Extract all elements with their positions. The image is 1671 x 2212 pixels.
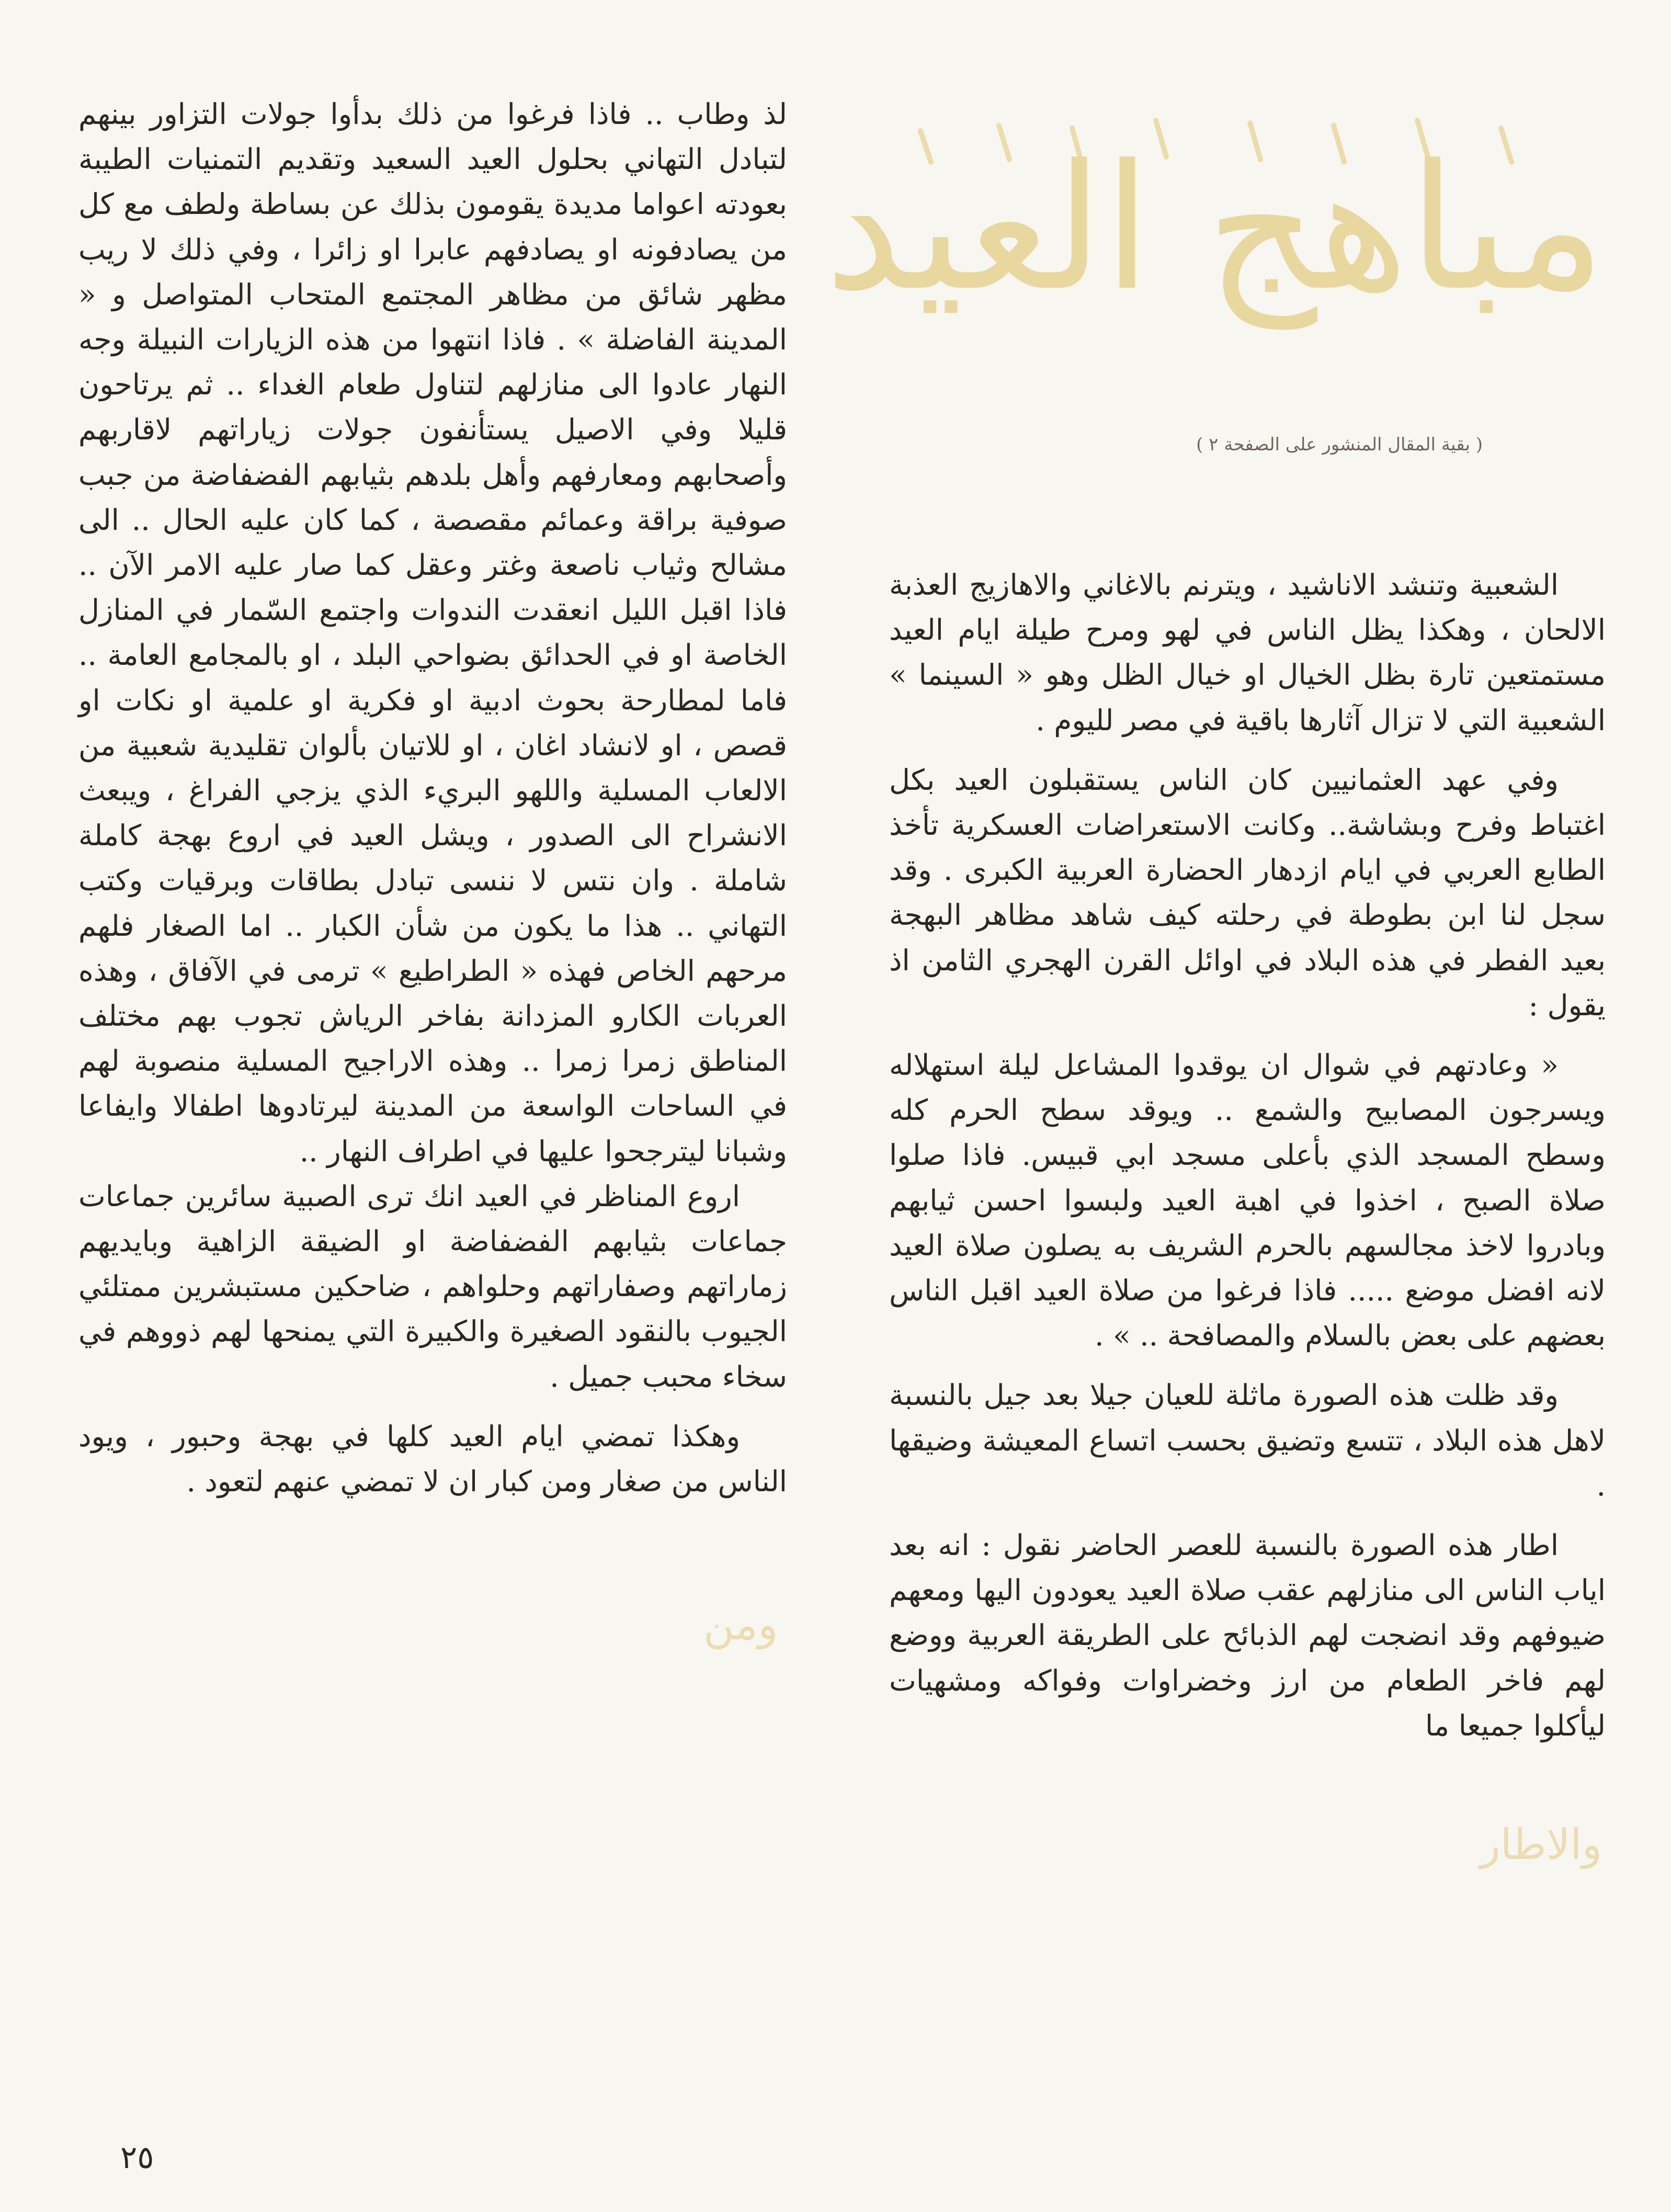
paragraph: وقد ظلت هذه الصورة ماثلة للعيان جيلا بعد جيل بالنسبة لاهل هذه البلاد ، تتسع وتضيق بحسب اتساع المعيشة وضيقها . xyxy=(889,1378,1606,1502)
title-text: مباهج العيد xyxy=(824,128,1606,328)
right-column xyxy=(889,562,1606,1748)
paragraph: وهكذا تمضي ايام العيد كلها في بهجة وحبور ، ويود الناس من صغار ومن كبار ان لا تمضي عنهم لتعود . xyxy=(78,1419,787,1499)
paragraph: الشعبية وتنشد الاناشيد ، ويترنم بالاغاني والاهازيج العذبة الالحان ، وهكذا يظل الناس في لهو ومرح طيلة ايام العيد مستمتعين تارة بظل الخيال او خيال الظل وهو « السينما » الشعبية التي لا تزال آثارها باقية في مصر لليوم . xyxy=(889,568,1606,737)
article-title xyxy=(824,99,1616,392)
section-ornament-icon: ومن xyxy=(703,1601,778,1649)
quote-paragraph: « وعادتهم في شوال ان يوقدوا المشاعل ليلة استهلاله ويسرجون المصابيح والشمع .. ويوقد سطح الحرم كله وسطح المسجد الذي بأعلى مسجد ابي قبيس. فاذا صلوا صلاة الصبح ، اخذوا في اهبة العيد ولبسوا احسن ثيابهم وبادروا لاخذ مجالسهم بالحرم الشريف به يصلون صلاة العيد لانه افضل موضع ..... فاذا فرغوا من صلاة العيد اقبل الناس بعضهم على بعض بالسلام والمصافحة .. » . xyxy=(889,1048,1606,1353)
page-number: ٢٥ xyxy=(120,2139,154,2176)
paragraph: لذ وطاب .. فاذا فرغوا من ذلك بدأوا جولات التزاور بينهم لتبادل التهاني بحلول العيد السعيد وتقديم التمنيات الطيبة بعودته اعواما مديدة يقومون بذلك عن بساطة ولطف مع كل من يصادفونه او يصادفهم عابرا او زائرا ، وفي ذلك لا ريب مظهر شائق من مظاهر المجتمع المتحاب المتواصل و « المدينة الفاضلة » . فاذا انتهوا من هذه الزيارات النبيلة وجه النهار عادوا الى منازلهم لتناول طعام الغداء .. ثم يرتاحون قليلا وفي الاصيل يستأنفون جولات زياراتهم لاقاربهم وأصحابهم ومعارفهم وأهل بلدهم بثيابهم الفضفاضة من جبب صوفية براقة وعمائم مقصصة ، كما كان عليه الحال .. الى مشالح وثياب ناصعة وغتر وعقل كما صار عليه الامر الآن .. فاذا اقبل الليل انعقدت الندوات واجتمع السّمار في المنازل الخاصة او في الحدائق بضواحي البلد ، او بالمجامع العامة .. فاما لمطارحة بحوث ادبية او فكرية او علمية او نكات او قصص ، او لانشاد اغان ، او للاتيان بألوان تقليدية شعبية من الالعاب المسلية واللهو البريء الذي يزجي الفراغ ، ويبعث الانشراح الى الصدور ، ويشل العيد في اروع بهجة كاملة شاملة . وان نتس لا ننسى تبادل بطاقات وبرقيات وكتب التهاني .. هذا ما يكون من شأن الكبار .. اما الصغار فلهم مرحهم الخاص فهذه « الطراطيع » ترمى في الآفاق ، وهذه العربات الكارو المزدانة بفاخر الرياش تجوب بهم مختلف المناطق زمرا زمرا .. وهذه الاراجيح المسلية منصوبة لهم في الساحات الواسعة من المدينة ليرتادوها اطفالا وايفاعا وشبانا ليترجحوا عليها في اطراف النهار .. xyxy=(78,97,788,1168)
section-ornament-icon: والاطار xyxy=(1480,1820,1602,1869)
article-subtitle: ( بقية المقال المنشور على الصفحة ٢ ) xyxy=(1196,434,1483,455)
paragraph: وفي عهد العثمانيين كان الناس يستقبلون العيد بكل اغتباط وفرح وبشاشة.. وكانت الاستعراضات العسكرية تأخذ الطابع العربي في ايام ازدهار الحضارة العربية الكبرى . وقد سجل لنا ابن بطوطة في رحلته كيف شاهد مظاهر البهجة بعيد الفطر في هذه البلاد في اوائل القرن الهجري الثامن اذ يقول : xyxy=(889,763,1606,1022)
left-column xyxy=(78,92,787,1504)
paragraph: اروع المناظر في العيد انك ترى الصبية سائرين جماعات جماعات بثيابهم الفضفاضة او الضيقة الزاهية وبايديهم زماراتهم وصفاراتهم وحلواهم ، ضاحكين مستبشرين ممتلئي الجيوب بالنقود الصغيرة والكبيرة التي يمنحها لهم ذووهم في سخاء محبب جميل . xyxy=(78,1179,787,1393)
paragraph: اطار هذه الصورة بالنسبة للعصر الحاضر نقول : انه بعد اياب الناس الى منازلهم عقب صلاة العيد يعودون اليها ومعهم ضيوفهم وقد انضجت لهم الذبائح على الطريقة العربية ووضع لهم فاخر الطعام من ارز وخضراوات وفواكه ومشهيات ليأكلوا جميعا ما xyxy=(889,1528,1606,1742)
